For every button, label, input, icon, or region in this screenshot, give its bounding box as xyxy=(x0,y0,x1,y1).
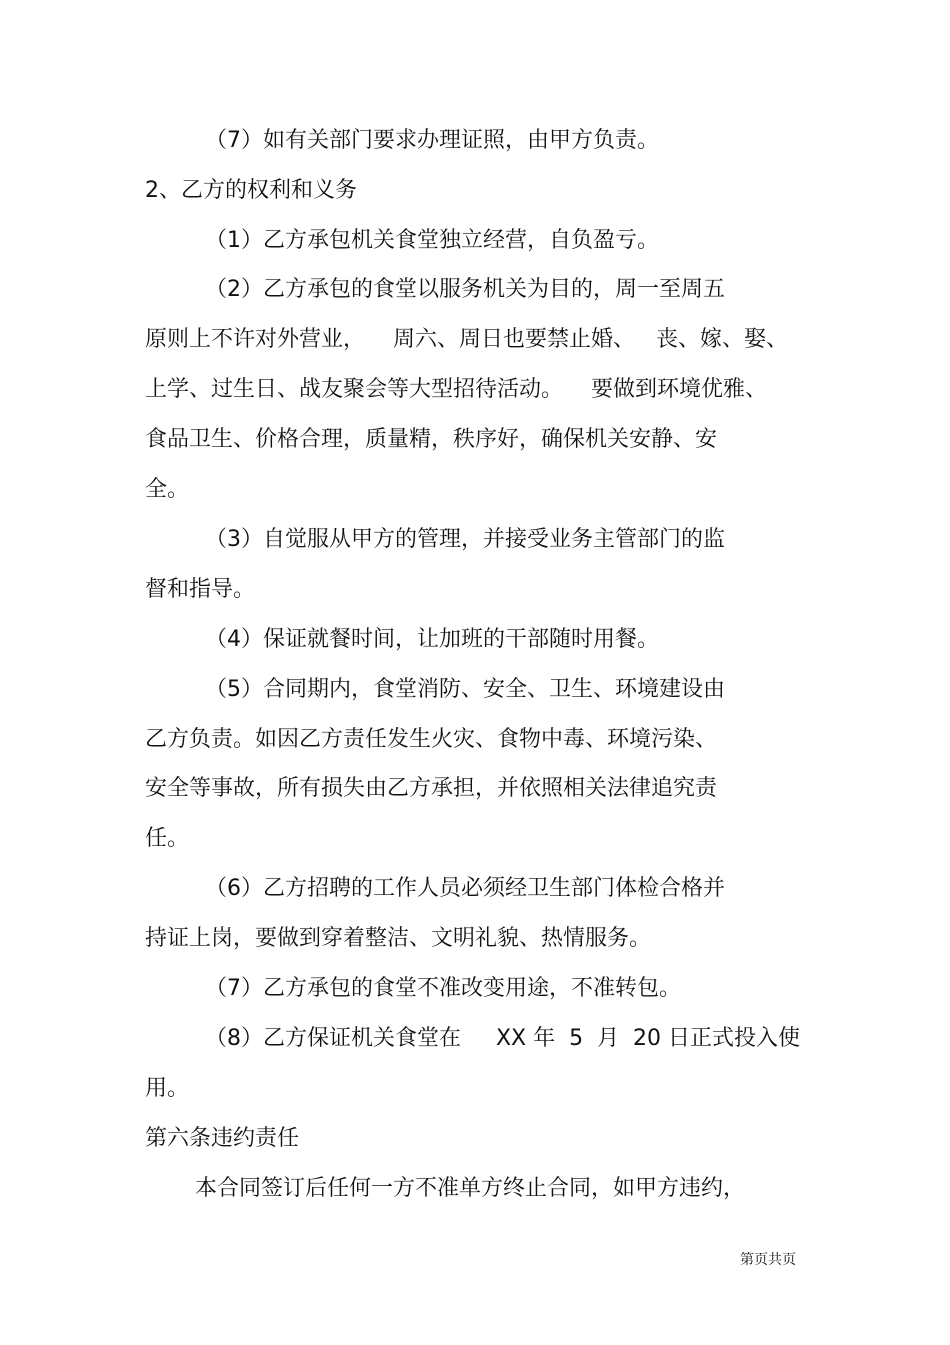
page-footer: 第页共页 xyxy=(740,1252,796,1268)
paragraph-line: 乙方负责。如因乙方责任发生火灾、食物中毒、环境污染、 xyxy=(145,727,718,752)
paragraph-line: （5）合同期内，食堂消防、安全、卫生、环境建设由 xyxy=(205,677,725,702)
paragraph-line: （7）如有关部门要求办理证照，由甲方负责。 xyxy=(205,128,659,153)
paragraph-line: 持证上岗，要做到穿着整洁、文明礼貌、热情服务。 xyxy=(145,926,652,951)
paragraph-line: 安全等事故，所有损失由乙方承担，并依照相关法律追究责 xyxy=(145,776,718,801)
paragraph-line: 用。 xyxy=(145,1076,190,1101)
paragraph-line: 任。 xyxy=(145,826,190,851)
paragraph-line: 本合同签订后任何一方不准单方终止合同，如甲方违约， xyxy=(195,1176,746,1201)
paragraph-line: 督和指导。 xyxy=(145,577,256,602)
paragraph-line: 全。 xyxy=(145,477,190,502)
paragraph-line: （6）乙方招聘的工作人员必须经卫生部门体检合格并 xyxy=(205,876,725,901)
paragraph-line: 原则上不许对外营业， 周六、周日也要禁止婚、 丧、嫁、娶、 xyxy=(145,327,788,352)
paragraph-line: 食品卫生、价格合理，质量精，秩序好，确保机关安静、安 xyxy=(145,427,718,452)
paragraph-line: （7）乙方承包的食堂不准改变用途，不准转包。 xyxy=(205,976,681,1001)
paragraph-line: （3）自觉服从甲方的管理，并接受业务主管部门的监 xyxy=(205,527,725,552)
section-heading: 2、乙方的权利和义务 xyxy=(145,178,357,203)
paragraph-line: （8）乙方保证机关食堂在 XX 年 5 月 20 日正式投入使 xyxy=(205,1026,801,1051)
paragraph-line: （2）乙方承包的食堂以服务机关为目的，周一至周五 xyxy=(205,277,725,302)
paragraph-line: 上学、过生日、战友聚会等大型招待活动。 要做到环境优雅、 xyxy=(145,377,767,402)
paragraph-line: （1）乙方承包机关食堂独立经营，自负盈亏。 xyxy=(205,228,659,253)
paragraph-line: （4）保证就餐时间，让加班的干部随时用餐。 xyxy=(205,627,659,652)
article-heading: 第六条违约责任 xyxy=(145,1126,300,1151)
